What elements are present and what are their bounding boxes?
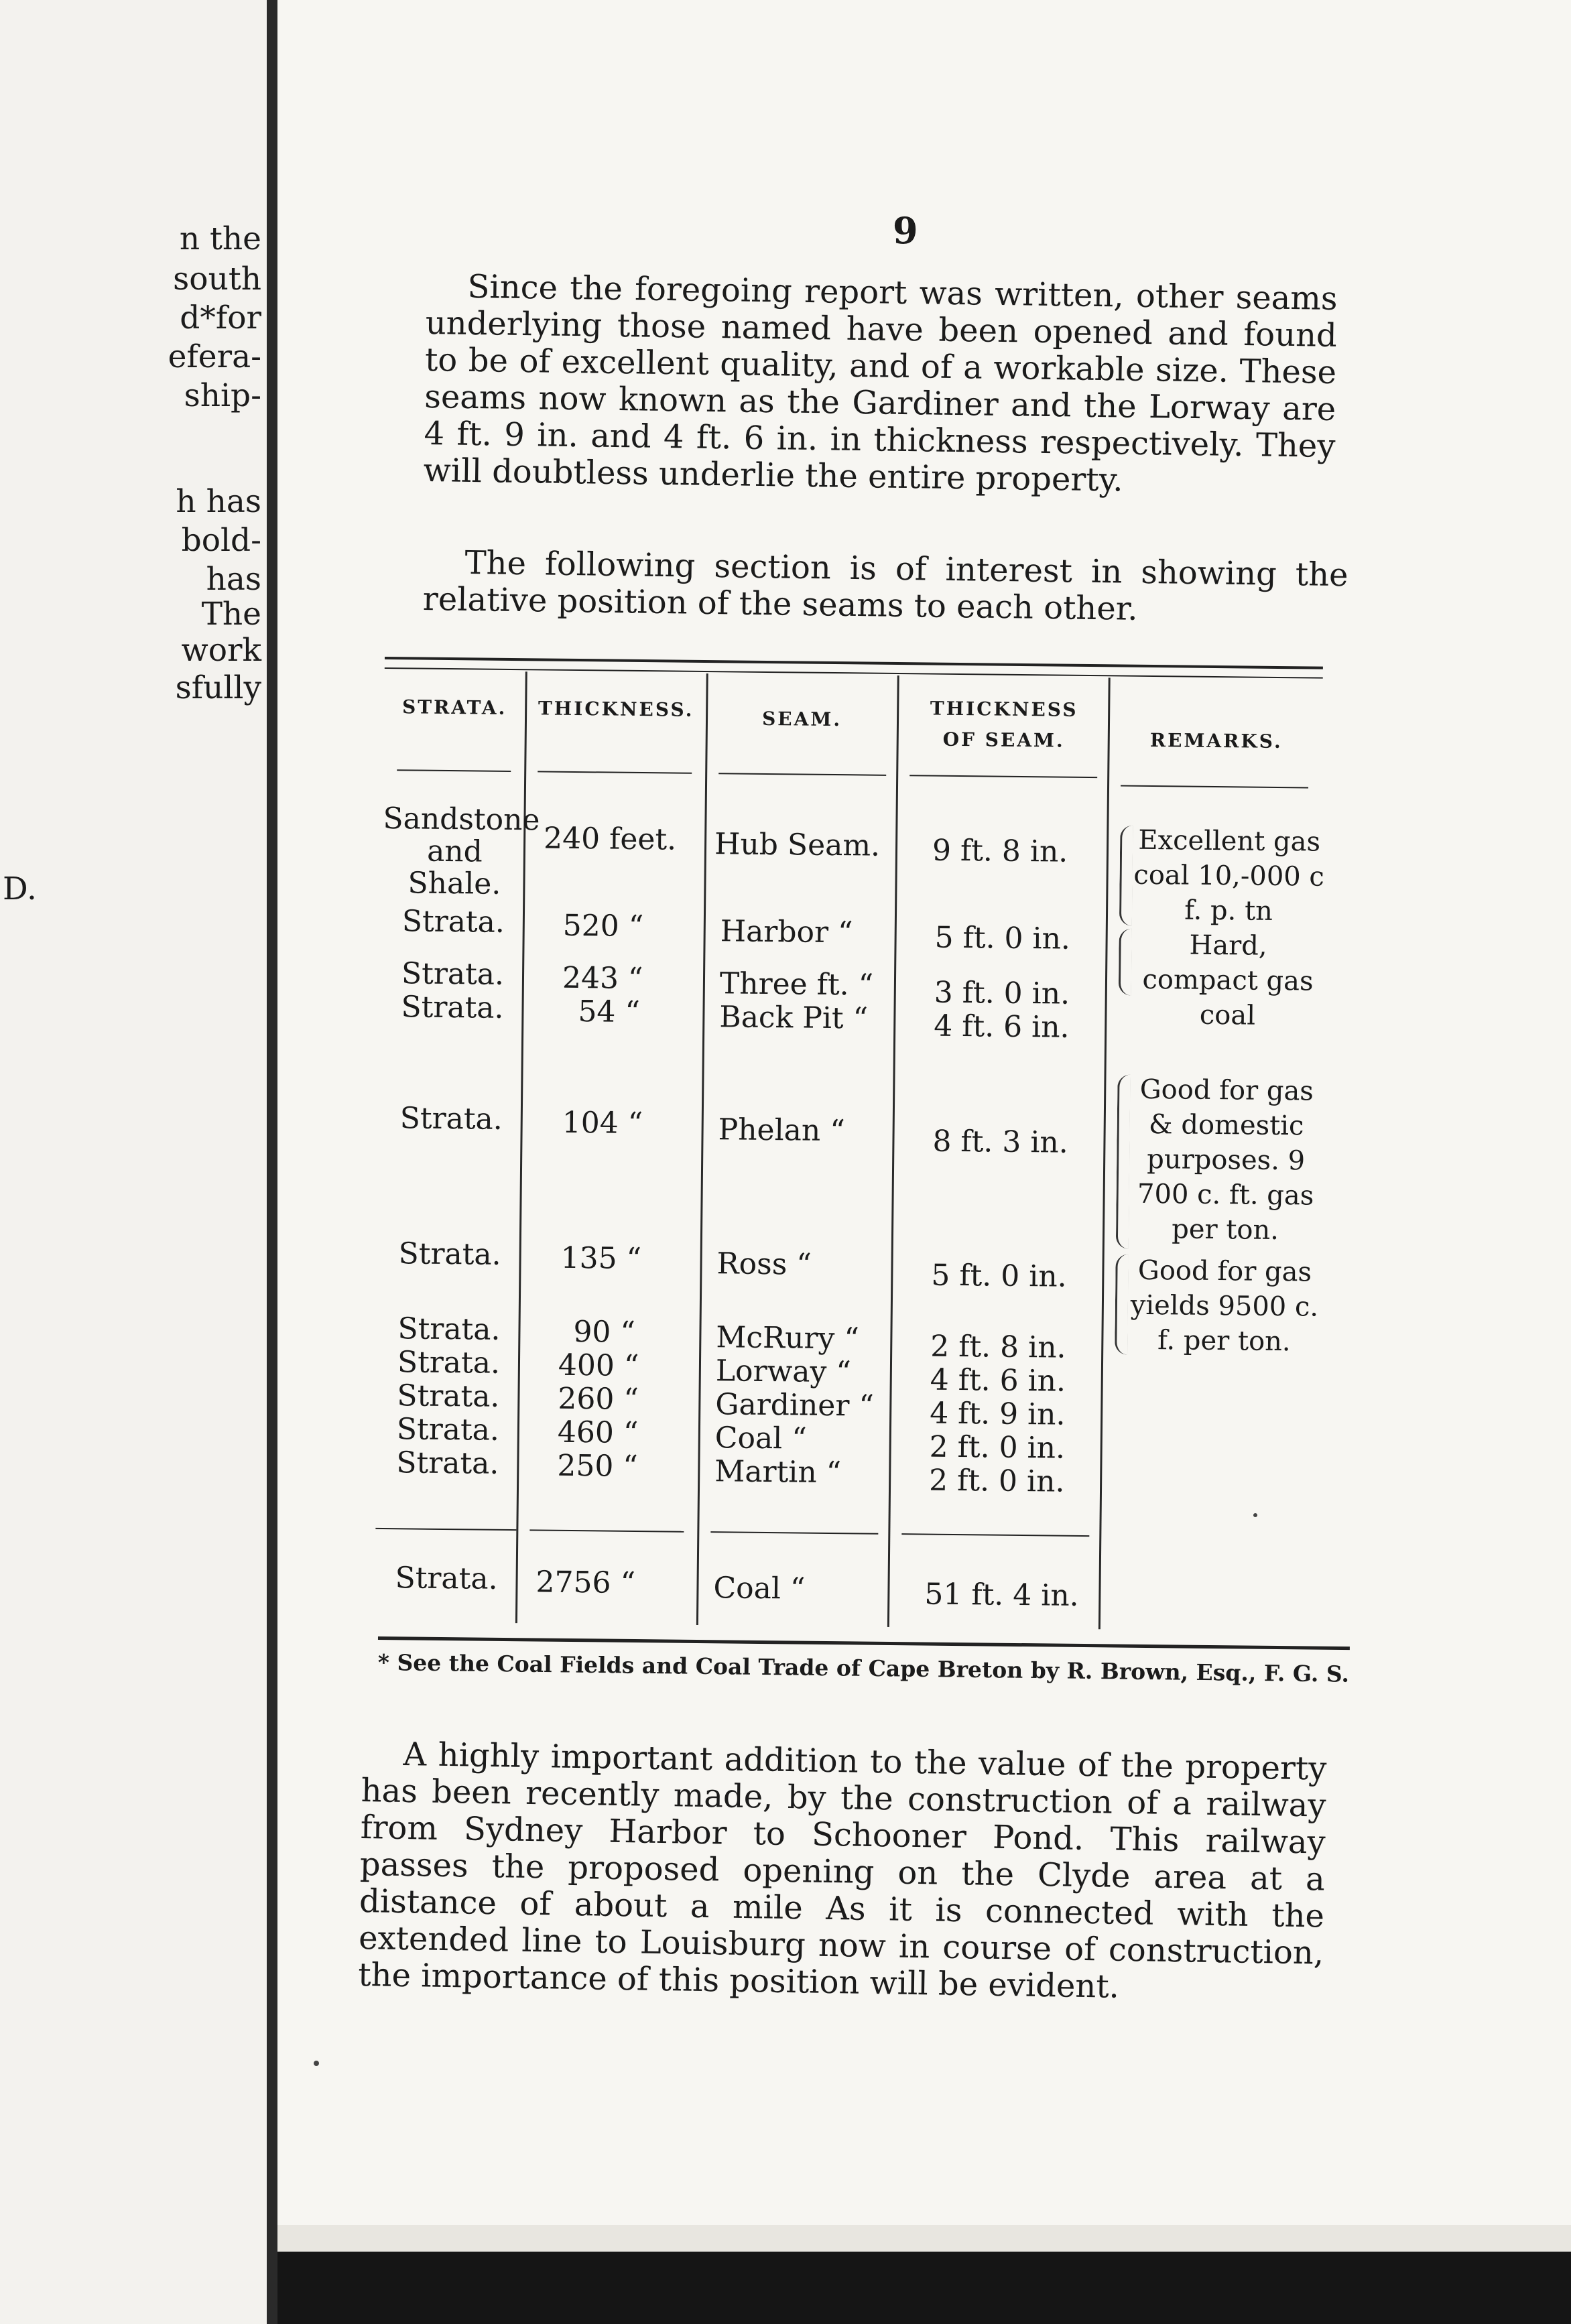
cell-strata: Strata.: [401, 956, 505, 992]
cell-seam-thickness: 5 ft. 0 in.: [931, 1258, 1067, 1294]
strata-table: [374, 657, 1336, 1672]
cell-seam-thickness: 5 ft. 0 in.: [934, 920, 1071, 956]
cell-strata: Strata.: [399, 1101, 503, 1137]
header-strata: STRATA.: [401, 696, 507, 719]
cell-seam: Gardiner “: [715, 1387, 875, 1423]
footnote: * See the Coal Fields and Coal Trade of Cape Breton by R. Brown, Esq., F. G. S.: [377, 1649, 1350, 1687]
cell-seam: Back Pit “: [719, 1000, 869, 1036]
cell-thickness: 90 “: [573, 1315, 636, 1350]
cell-strata: Sandstone and Shale.: [383, 801, 540, 901]
header-underline: [538, 771, 692, 773]
cell-seam-thickness: 4 ft. 9 in.: [929, 1396, 1066, 1432]
header-underline: [397, 769, 511, 772]
prev-fragment: efera-: [168, 338, 261, 375]
paragraph-1: Since the foregoing report was written, other seams underlying those named have been opened and found to be of excellent quality, and of a workable size. These seams now known as the Gardiner and the Lorway are 4 ft. 9 in. and 4 ft. 6 in. in thickness respectively. They will doubtless underlie the entire property.: [423, 267, 1338, 499]
cell-seam: Ross “: [716, 1246, 812, 1282]
cell-thickness: 135 “: [560, 1240, 642, 1277]
cell-thickness: 250 “: [557, 1448, 639, 1484]
column-divider: [1098, 677, 1111, 1629]
cell-thickness: 104 “: [562, 1105, 643, 1141]
cell-seam: Lorway “: [715, 1354, 852, 1390]
cell-strata: Strata.: [397, 1311, 501, 1347]
table-top-rule: [385, 657, 1323, 669]
cell-seam-thickness: 2 ft. 0 in.: [928, 1463, 1065, 1499]
total-seam: Coal “: [713, 1571, 806, 1606]
cell-strata: Strata.: [396, 1412, 500, 1447]
prev-fragment: D.: [3, 870, 37, 907]
cell-seam: Harbor “: [720, 914, 853, 950]
cell-seam: Three ft. “: [719, 966, 874, 1003]
cell-thickness: 243 “: [562, 960, 643, 996]
header-seam-thickness: THICKNESS OF SEAM.: [930, 697, 1078, 752]
total-strata: Strata.: [395, 1561, 498, 1596]
prev-fragment: h has: [176, 483, 261, 520]
prev-fragment: work: [181, 632, 261, 669]
cell-seam: Coal “: [714, 1421, 808, 1456]
paragraph-3: A highly important addition to the value of the property has been recently made, by the construction of a railway from Sydney Harbor to Schooner Pond. This railway passes the proposed opening on the Clyde area at a distance of about a mile As it is connected with the extended line to Louisburg now in course of construction, the importance of this position will be evident.: [357, 1735, 1327, 2006]
remark: Hard, compact gas coal: [1142, 929, 1314, 1031]
total-thickness: 2756 “: [536, 1565, 636, 1600]
brace-mark: [1119, 928, 1132, 995]
cell-thickness: 460 “: [557, 1415, 639, 1451]
cell-seam-thickness: 2 ft. 0 in.: [929, 1429, 1066, 1466]
print-speck: [314, 2061, 319, 2066]
cell-seam-thickness: 4 ft. 6 in.: [934, 1009, 1070, 1045]
cell-seam-thickness: 2 ft. 8 in.: [930, 1329, 1066, 1365]
header-seam: SEAM.: [761, 707, 842, 731]
total-rule: [710, 1531, 878, 1535]
prev-fragment: n the: [179, 220, 261, 257]
cell-strata: Strata.: [401, 904, 505, 940]
cell-thickness: 54 “: [578, 994, 641, 1030]
prev-fragment: bold-: [181, 522, 261, 559]
cell-strata: Strata.: [397, 1378, 500, 1414]
prev-fragment: ship-: [184, 377, 261, 414]
book-gutter: [267, 0, 277, 2324]
header-remarks: REMARKS.: [1149, 728, 1283, 753]
cell-thickness: 520 “: [562, 908, 644, 944]
remark: Excellent gas coal 10,-000 c f. p. tn: [1133, 824, 1325, 927]
cell-strata: Strata.: [398, 1236, 501, 1272]
prev-fragment: d*for: [180, 300, 261, 336]
column-divider: [696, 673, 708, 1625]
print-speck: [1253, 1513, 1257, 1517]
cell-thickness: 260 “: [558, 1381, 639, 1417]
cell-seam: McRury “: [716, 1320, 860, 1356]
cell-seam: Martin “: [714, 1454, 842, 1490]
cell-seam-thickness: 8 ft. 3 in.: [932, 1124, 1069, 1160]
header-underline: [909, 775, 1097, 778]
cell-thickness: 240 feet.: [543, 821, 677, 857]
column-divider: [887, 675, 899, 1627]
prev-fragment: sfully: [175, 669, 261, 706]
header-underline: [1121, 785, 1308, 789]
cell-strata: Strata.: [401, 990, 504, 1025]
prev-fragment: south: [173, 261, 261, 298]
total-seam-thickness: 51 ft. 4 in.: [924, 1577, 1079, 1613]
paragraph-2: The following section is of interest in showing the relative position of the seams to each other.: [422, 543, 1348, 628]
prev-fragment: The: [201, 596, 261, 633]
cell-seam-thickness: 3 ft. 0 in.: [934, 975, 1070, 1011]
cell-thickness: 400 “: [558, 1348, 639, 1384]
total-rule: [529, 1529, 684, 1532]
remark: Good for gas & domestic purposes. 9 700 c. ft. gas per ton.: [1137, 1074, 1314, 1246]
header-underline: [718, 773, 886, 776]
previous-page-edge: [0, 0, 267, 2324]
cell-strata: Strata.: [397, 1345, 501, 1380]
prev-fragment: has: [206, 561, 261, 598]
total-rule: [901, 1533, 1089, 1537]
header-thickness: THICKNESS.: [538, 697, 694, 721]
cell-strata: Strata.: [396, 1445, 499, 1481]
cell-seam-thickness: 4 ft. 6 in.: [930, 1362, 1066, 1399]
cell-seam: Hub Seam.: [714, 827, 881, 863]
page-number: 9: [893, 209, 918, 252]
cell-seam-thickness: 9 ft. 8 in.: [932, 833, 1068, 869]
remark: Good for gas yields 9500 c. f. per ton.: [1130, 1254, 1319, 1358]
document-page: [277, 0, 1571, 2252]
cell-seam: Phelan “: [718, 1112, 846, 1149]
total-rule: [375, 1528, 516, 1531]
